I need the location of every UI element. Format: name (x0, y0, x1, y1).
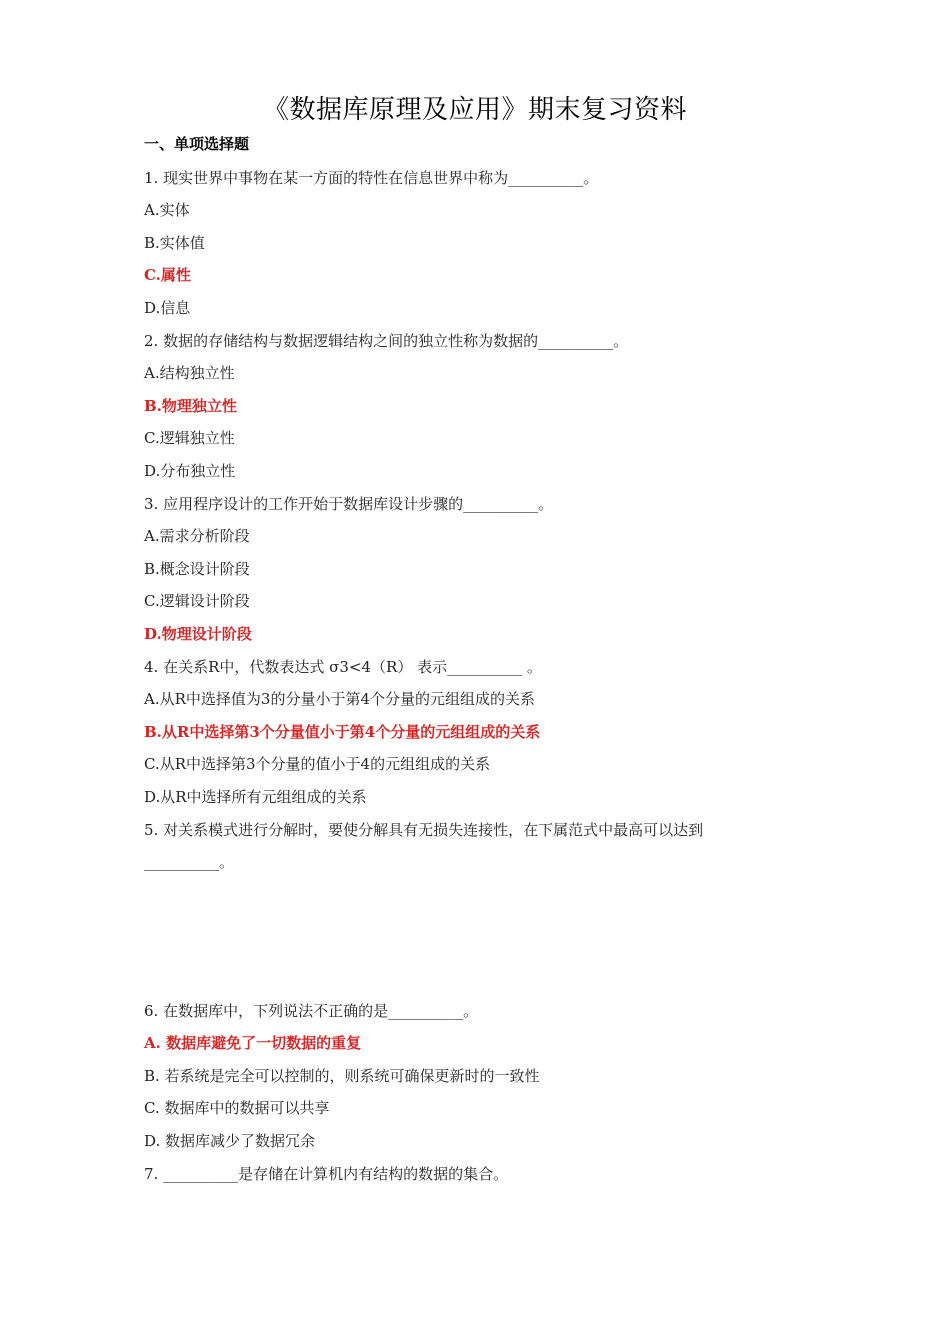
option-2b: B.物理独立性 (144, 397, 237, 415)
option-3d: D.物理设计阶段 (144, 625, 252, 643)
option-3a: A.需求分析阶段 (144, 527, 250, 545)
option-4a: A.从R中选择值为3的分量小于第4个分量的元组组成的关系 (144, 690, 535, 708)
option-1c: C.属性 (144, 266, 191, 284)
question-1: 1. 现实世界中事物在某一方面的特性在信息世界中称为__________。 (144, 169, 599, 187)
question-4: 4. 在关系R中，代数表达式 σ3<4（R） 表示__________ 。 (144, 658, 542, 676)
option-1a: A.实体 (144, 201, 190, 219)
option-3c: C.逻辑设计阶段 (144, 592, 250, 610)
option-2d: D.分布独立性 (144, 462, 236, 480)
document-title: 《数据库原理及应用》期末复习资料 (262, 95, 687, 125)
question-5: 5. 对关系模式进行分解时，要使分解具有无损失连接性，在下属范式中最高可以达到 (144, 821, 704, 839)
question-5-continued: __________。 (144, 853, 235, 871)
option-6b: B. 若系统是完全可以控制的，则系统可确保更新时的一致性 (144, 1067, 540, 1085)
question-3: 3. 应用程序设计的工作开始于数据库设计步骤的__________。 (144, 495, 554, 513)
option-6a: A. 数据库避免了一切数据的重复 (144, 1034, 362, 1052)
question-7: 7. __________是存储在计算机内有结构的数据的集合。 (144, 1165, 509, 1183)
section-heading: 一、单项选择题 (144, 135, 250, 153)
option-2c: C.逻辑独立性 (144, 429, 235, 447)
option-6d: D. 数据库减少了数据冗余 (144, 1132, 316, 1150)
option-3b: B.概念设计阶段 (144, 560, 250, 578)
question-6: 6. 在数据库中，下列说法不正确的是__________。 (144, 1002, 479, 1020)
option-2a: A.结构独立性 (144, 364, 235, 382)
option-1b: B.实体值 (144, 234, 205, 252)
option-1d: D.信息 (144, 299, 191, 317)
option-4d: D.从R中选择所有元组组成的关系 (144, 788, 367, 806)
option-6c: C. 数据库中的数据可以共享 (144, 1099, 330, 1117)
option-4b: B.从R中选择第3个分量值小于第4个分量的元组组成的关系 (144, 723, 541, 741)
question-2: 2. 数据的存储结构与数据逻辑结构之间的独立性称为数据的__________。 (144, 332, 629, 350)
option-4c: C.从R中选择第3个分量的值小于4的元组组成的关系 (144, 755, 491, 773)
